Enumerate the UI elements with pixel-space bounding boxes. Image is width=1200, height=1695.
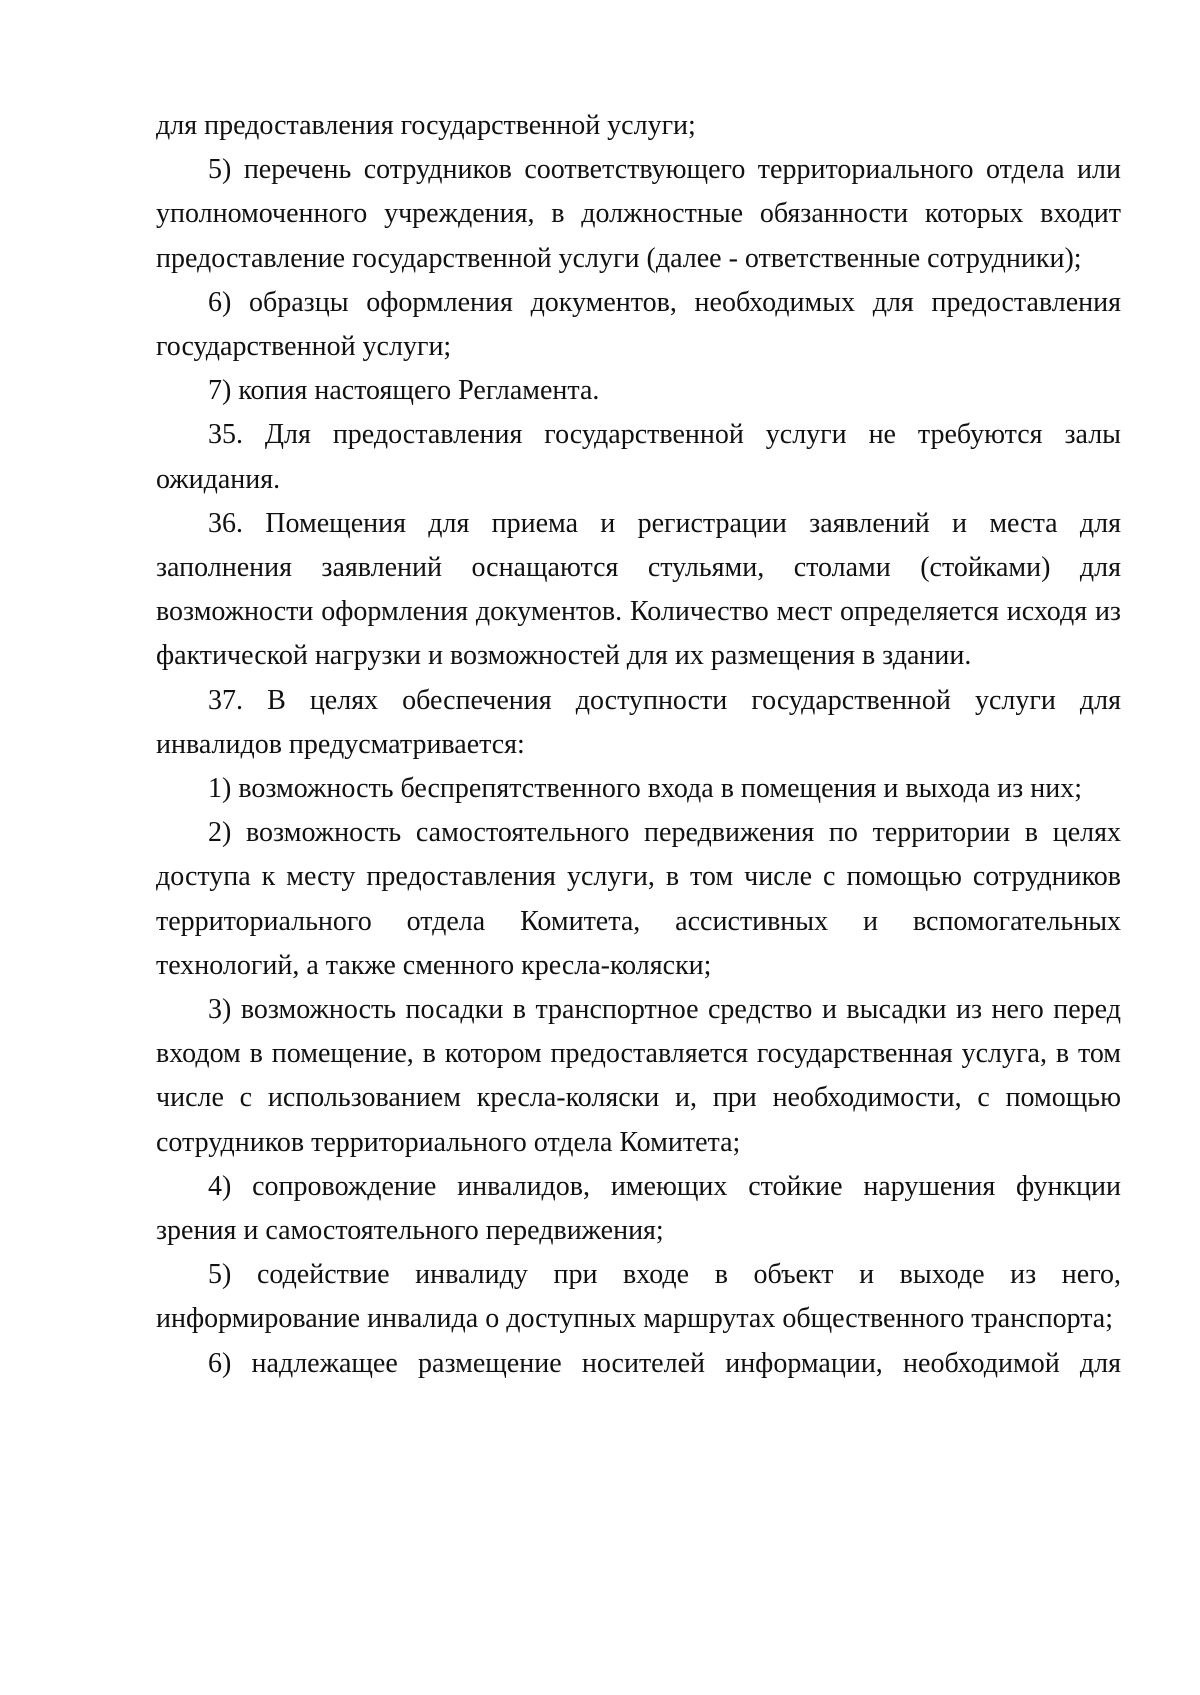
document-body [156, 104, 1121, 1386]
paragraph-37: 37. В целях обеспечения доступности государственной услуги для инвалидов предусматривается: [156, 684, 1121, 760]
paragraph-37-item-5: 5) содействие инвалиду при входе в объект и выходе из него, информирование инвалида о доступных маршрутах общественного транспорта; [156, 1259, 1121, 1335]
paragraph-item-7-copy: 7) копия настоящего Регламента. [208, 375, 600, 407]
paragraph-37-item-6: 6) надлежащее размещение носителей информации, необходимой для [208, 1347, 1121, 1379]
paragraph-continuation: для предоставления государственной услуги; [156, 110, 696, 141]
paragraph-item-5-staff-list: 5) перечень сотрудников соответствующего территориального отдела или уполномоченного учреждения, в должностные обязанности которых входит предоставление государственной услуги (далее - ответственные сотрудники); [156, 154, 1121, 274]
paragraph-37-item-3: 3) возможность посадки в транспортное средство и высадки из него перед входом в помещение, в котором предоставляется государственная услуга, в том числе с использованием кресла-коляски и, при необходимости, с помощью сотрудников территориального отдела Комитета; [156, 994, 1121, 1158]
paragraph-37-item-1: 1) возможность беспрепятственного входа в помещения и выхода из них; [208, 773, 1082, 805]
paragraph-36: 36. Помещения для приема и регистрации заявлений и места для заполнения заявлений оснащаются стульями, столами (стойками) для возможности оформления документов. Количество мест определяется исходя из фактической нагрузки и возможностей для их размещения в здании. [156, 507, 1121, 672]
paragraph-item-6-samples: 6) образцы оформления документов, необходимых для предоставления государственной услуги; [156, 286, 1121, 363]
paragraph-37-item-4: 4) сопровождение инвалидов, имеющих стойкие нарушения функции зрения и самостоятельного передвижения; [156, 1170, 1121, 1247]
paragraph-35: 35. Для предоставления государственной услуги не требуются залы ожидания. [156, 419, 1121, 495]
paragraph-37-item-2: 2) возможность самостоятельного передвижения по территории в целях доступа к месту предоставления услуги, в том числе с помощью сотрудников территориального отдела Комитета, ассистивных и вспомогательных технологий, а также сменного кресла-коляски; [156, 817, 1121, 981]
